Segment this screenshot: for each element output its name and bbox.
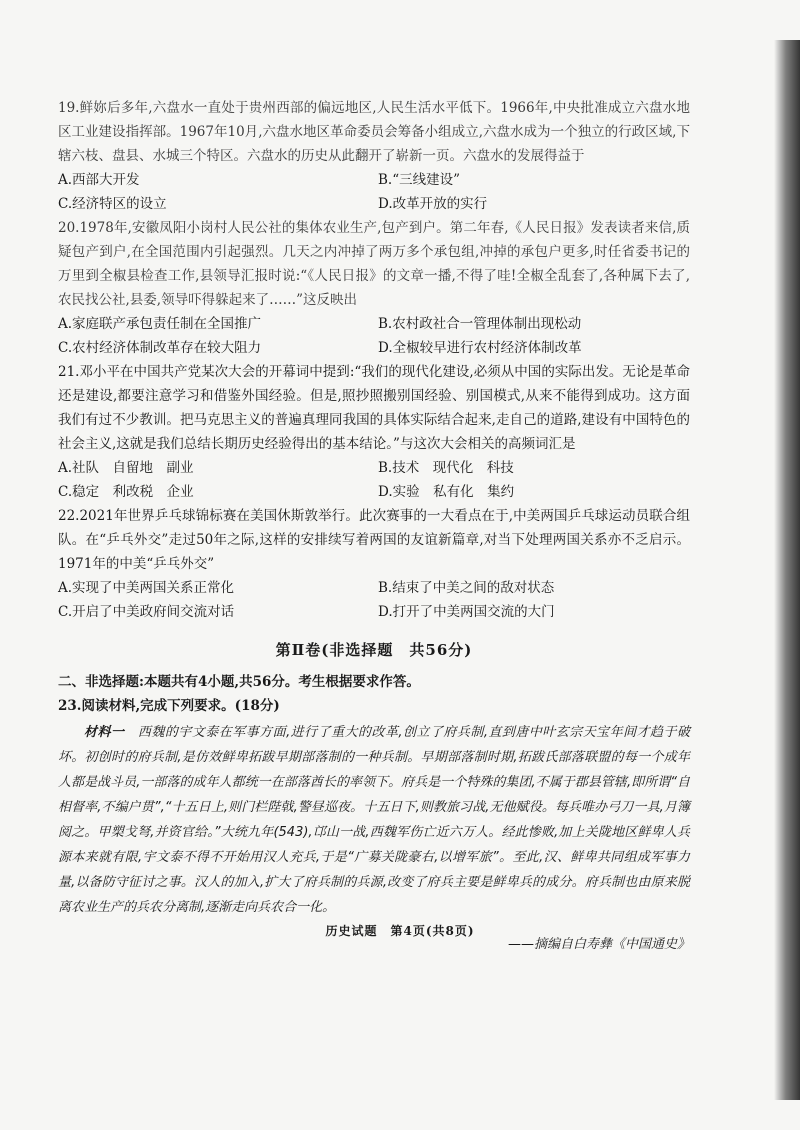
question-22-options [58, 576, 690, 624]
material-1-text: 西魏的宇文泰在军事方面,进行了重大的改革,创立了府兵制,直到唐中叶玄宗天宝年间才趋于破坏。初创时的府兵制,是仿效鲜卑拓跋早期部落制的一种兵制。早期部落制时期,拓跋氏部落联盟的每一个成年人都是战斗员,一部落的成年人都统一在部落酋长的率领下。府兵是一个特殊的集团,不属于郡县管辖,即所谓“自相督率,不编户贯”,“十五日上,则门栏陛戟,警昼巡夜。十五日下,则教旅习战,无他赋役。每兵唯办弓刀一具,月簿阅之。甲槊戈弩,并资官给。”大统九年(543),邙山一战,西魏军伤亡近六万人。经此惨败,加上关陇地区鲜卑人兵源本来就有限,宇文泰不得不开始用汉人充兵,于是“广募关陇豪右,以增军旅”。至此,汉、鲜卑共同组成军事力量,以备防守征讨之事。汉人的加入,扩大了府兵制的兵源,改变了府兵主要是鲜卑兵的成分。府兵制也由原来脱离农业生产的兵农分离制,逐渐走向兵农合一化。 [58, 725, 690, 915]
question-21-options [58, 456, 690, 504]
question-21-option-a: A.社队 自留地 副业 [58, 460, 194, 476]
section-2-instruction: 二、非选择题:本题共有4小题,共56分。考生根据要求作答。 [58, 674, 420, 690]
question-20-stem: 20.1978年,安徽凤阳小岗村人民公社的集体农业生产,包产到户。第二年春,《人民日报》发表读者来信,质疑包产到户,在全国范围内引起强烈。几天之内冲掉了两万多个承包组,冲掉的承包户更多,时任省委书记的万里到全椒县检查工作,县领导汇报时说:“《人民日报》的文章一播,不得了哇!全椒全乱套了,各种属下去了,农民找公社,县委,领导吓得躲起来了……”这反映出 [58, 220, 690, 308]
question-22-option-d: D.打开了中美两国交流的大门 [378, 604, 555, 620]
question-20-option-b: B.农村政社合一管理体制出现松动 [378, 316, 582, 332]
section-2-title: 第Ⅱ卷(非选择题 共56分) [275, 641, 473, 659]
exam-content [58, 96, 690, 957]
question-21-stem: 21.邓小平在中国共产党某次大会的开幕词中提到:“我们的现代化建设,必须从中国的实际出发。无论是革命还是建设,都要注意学习和借鉴外国经验。但是,照抄照搬别国经验、别国模式,从来不能得到成功。这方面我们有过不少教训。把马克思主义的普遍真理同我国的具体实际结合起来,走自己的道路,建设有中国特色的社会主义,这就是我们总结长期历史经验得出的基本结论。”与这次大会相关的高频词汇是 [58, 364, 690, 452]
question-21-option-d: D.实验 私有化 集约 [378, 484, 515, 500]
question-21-option-b: B.技术 现代化 科技 [378, 460, 514, 476]
material-1-label: 材料一 [84, 725, 125, 740]
question-22-option-c: C.开启了中美政府间交流对话 [58, 604, 235, 620]
question-20-option-d: D.全椒较早进行农村经济体制改革 [378, 340, 582, 356]
material-1-source: ——摘编自白寿彝《中国通史》 [507, 937, 690, 952]
question-20-option-c: C.农村经济体制改革存在较大阻力 [58, 340, 262, 356]
question-22-option-b: B.结束了中美之间的敌对状态 [378, 580, 555, 596]
question-19-option-b: B.“三线建设” [378, 172, 461, 188]
question-19-option-c: C.经济特区的设立 [58, 196, 167, 212]
question-20-option-a: A.家庭联产承包责任制在全国推广 [58, 316, 262, 332]
question-19-stem: 19.鲜妳后多年,六盘水一直处于贵州西部的偏远地区,人民生活水平低下。1966年,中央批准成立六盘水地区工业建设指挥部。1967年10月,六盘水地区革命委员会筹备小组成立,六盘水成为一个独立的行政区域,下辖六枝、盘县、水城三个特区。六盘水的历史从此翻开了崭新一页。六盘水的发展得益于 [58, 100, 690, 164]
page-footer: 历史试题 第4页(共8页) [325, 924, 475, 938]
scan-shadow-edge [774, 40, 800, 1100]
question-22-stem: 22.2021年世界乒乓球锦标赛在美国休斯敦举行。此次赛事的一大看点在于,中美两国乒乓球运动员联合组队。在“乒乓外交”走过50年之际,这样的安排续写着两国的友谊新篇章,对当下处理两国关系亦不乏启示。1971年的中美“乒乓外交” [58, 508, 690, 572]
question-21-option-c: C.稳定 利改税 企业 [58, 484, 194, 500]
question-19-option-d: D.改革开放的实行 [378, 196, 488, 212]
question-19-options [58, 168, 690, 216]
question-22-option-a: A.实现了中美两国关系正常化 [58, 580, 235, 596]
question-20-options [58, 312, 690, 360]
material-1 [58, 720, 690, 920]
question-19-option-a: A.西部大开发 [58, 172, 140, 188]
question-23-heading: 23.阅读材料,完成下列要求。(18分) [58, 698, 280, 714]
